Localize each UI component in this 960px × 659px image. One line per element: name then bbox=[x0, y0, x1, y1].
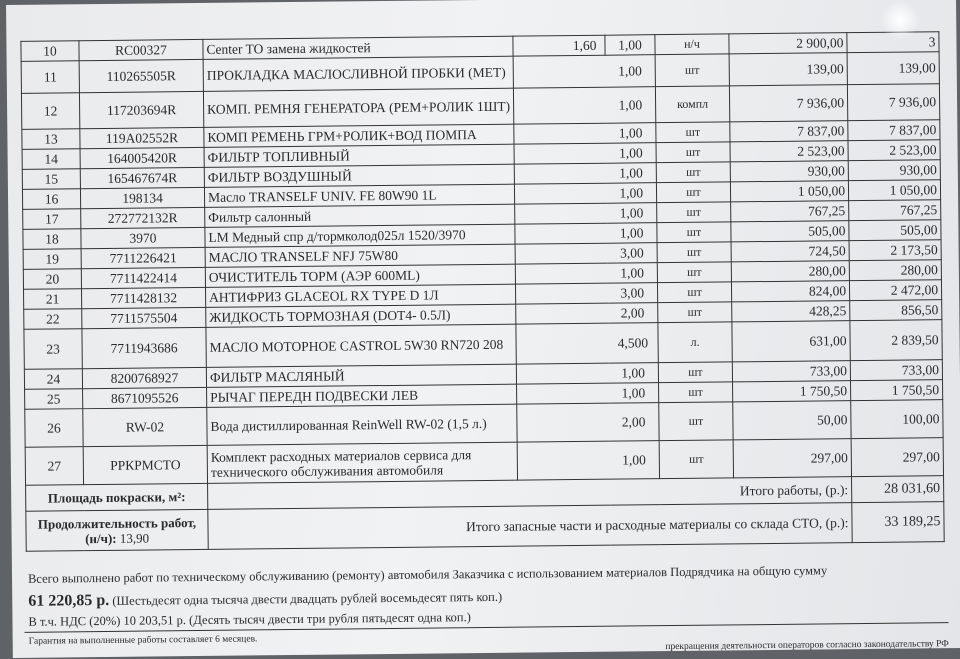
part-code: 164005420R bbox=[80, 147, 204, 168]
spacer-cell bbox=[513, 55, 605, 88]
invoice-table bbox=[20, 31, 944, 552]
spacer-cell bbox=[516, 303, 608, 324]
spacer-cell bbox=[517, 383, 609, 404]
unit: шт bbox=[656, 182, 730, 203]
unit-price: 2 900,00 bbox=[729, 33, 847, 54]
row-number: 23 bbox=[24, 329, 82, 370]
item-name: ЖИДКОСТЬ ТОРМОЗНАЯ (DOT4- 0.5Л) bbox=[206, 304, 516, 327]
unit-price: 1 050,00 bbox=[730, 181, 848, 202]
unit-price: 733,00 bbox=[732, 361, 850, 382]
spacer-cell bbox=[515, 203, 607, 224]
summary-row-parts bbox=[26, 502, 944, 552]
quantity: 4,500 bbox=[608, 323, 658, 364]
quantity: 1,00 bbox=[605, 35, 655, 56]
row-number: 14 bbox=[22, 149, 80, 170]
line-sum: 2 839,50 bbox=[850, 320, 942, 361]
line-sum: 930,00 bbox=[848, 160, 940, 181]
part-code: 8671095526 bbox=[83, 387, 207, 408]
part-code: 198134 bbox=[80, 187, 204, 208]
line-sum: 280,00 bbox=[849, 260, 941, 281]
quantity: 1,00 bbox=[606, 123, 656, 144]
part-code: 110265505R bbox=[79, 59, 203, 92]
row-number: 13 bbox=[22, 129, 80, 150]
unit: компл bbox=[655, 86, 729, 123]
row-number: 15 bbox=[22, 169, 80, 190]
unit: шт bbox=[656, 162, 730, 183]
total-words: (Шестьдесят одна тысяча двести двадцать рублей восемьдесят пять коп.) bbox=[112, 589, 503, 608]
parts-total-value: 33 189,25 bbox=[852, 502, 944, 543]
line-sum: 100,00 bbox=[851, 400, 943, 439]
row-number: 19 bbox=[23, 249, 81, 270]
quantity: 1,00 bbox=[609, 383, 659, 404]
unit: шт bbox=[657, 262, 731, 283]
total-amount: 61 220,85 р. bbox=[28, 591, 110, 610]
unit-price: 505,00 bbox=[731, 221, 849, 242]
part-code: 7711575504 bbox=[82, 307, 206, 328]
unit-price: 767,25 bbox=[731, 201, 849, 222]
part-code: 119A02552R bbox=[80, 127, 204, 148]
unit: шт bbox=[656, 142, 730, 163]
row-number: 24 bbox=[24, 369, 82, 390]
unit-price: 930,00 bbox=[730, 161, 848, 182]
duration-value: 13,90 bbox=[119, 530, 150, 546]
works-total-label: Итого работы, (р.): bbox=[208, 477, 852, 510]
quantity: 2,00 bbox=[609, 403, 659, 442]
paint-area-label: Площадь покраски, м²: bbox=[26, 483, 208, 511]
line-sum: 505,00 bbox=[849, 220, 941, 241]
part-code: 8200768927 bbox=[82, 367, 206, 388]
line-sum: 2 523,00 bbox=[848, 140, 940, 161]
quantity: 3,00 bbox=[607, 243, 657, 264]
part-code: 165467674R bbox=[80, 167, 204, 188]
quantity: 1,00 bbox=[606, 143, 656, 164]
item-name: Вода дистиллированная ReinWell RW-02 (1,5 л.) bbox=[207, 404, 517, 445]
part-code: RC00327 bbox=[79, 39, 203, 60]
line-sum: 856,50 bbox=[850, 300, 942, 321]
line-sum: 1 750,50 bbox=[851, 380, 943, 401]
row-number: 25 bbox=[25, 389, 83, 410]
unit: шт bbox=[659, 382, 733, 403]
row-number: 17 bbox=[23, 209, 81, 230]
summary-block bbox=[26, 476, 945, 552]
unit: шт bbox=[656, 122, 730, 143]
row-number: 18 bbox=[23, 229, 81, 250]
item-name: РЫЧАГ ПЕРЕДН ПОДВЕСКИ ЛЕВ bbox=[207, 384, 517, 407]
line-sum: 767,25 bbox=[849, 200, 941, 221]
part-code: 272772132R bbox=[81, 207, 205, 228]
quantity: 1,00 bbox=[609, 441, 659, 480]
item-name: ПРОКЛАДКА МАСЛОСЛИВНОЙ ПРОБКИ (МЕТ) bbox=[203, 56, 513, 91]
unit: шт bbox=[657, 242, 731, 263]
warranty-line: Гарантия на выполненные работы составляет 6 месяцев. bbox=[28, 634, 258, 647]
unit-price: 280,00 bbox=[731, 261, 849, 282]
row-number: 26 bbox=[25, 409, 83, 448]
unit-price: 297,00 bbox=[733, 439, 851, 478]
row-number: 11 bbox=[21, 61, 79, 94]
quantity: 3,00 bbox=[607, 283, 657, 304]
line-sum: 2 173,50 bbox=[849, 240, 941, 261]
row-number: 21 bbox=[24, 289, 82, 310]
line-sum: 297,00 bbox=[851, 438, 943, 477]
works-total-value: 28 031,60 bbox=[852, 476, 944, 503]
unit-price: 2 523,00 bbox=[730, 141, 848, 162]
line-sum: 7 837,00 bbox=[848, 120, 940, 141]
unit-price: 631,00 bbox=[732, 321, 850, 362]
line-sum: 7 936,00 bbox=[847, 84, 939, 121]
unit: шт bbox=[655, 54, 729, 87]
row-number: 12 bbox=[21, 93, 79, 130]
row-number: 22 bbox=[24, 309, 82, 330]
quantity: 1,00 bbox=[607, 263, 657, 284]
unit-price: 7 837,00 bbox=[730, 121, 848, 142]
item-name: ФИЛЬТР ТОПЛИВНЫЙ bbox=[204, 144, 514, 167]
unit: шт bbox=[657, 282, 731, 303]
item-name: ФИЛЬТР ВОЗДУШНЫЙ bbox=[204, 164, 514, 187]
line-sum: 3 bbox=[847, 32, 939, 53]
invoice-rows bbox=[21, 32, 944, 486]
hours: 1,60 bbox=[513, 35, 605, 56]
part-code: 7711428132 bbox=[82, 287, 206, 308]
unit: шт bbox=[657, 202, 731, 223]
duration-label: Продолжительность работ, (н/ч): bbox=[37, 514, 197, 546]
part-code: 117203694R bbox=[79, 91, 203, 128]
unit: шт bbox=[657, 222, 731, 243]
row-number: 27 bbox=[25, 447, 83, 486]
quantity: 2,00 bbox=[608, 303, 658, 324]
part-code: РРКРМСТО bbox=[83, 445, 207, 484]
spacer-cell bbox=[514, 183, 606, 204]
unit: л. bbox=[658, 322, 732, 363]
item-name: Center TO замена жидкостей bbox=[203, 36, 513, 59]
line-sum: 1 050,00 bbox=[848, 180, 940, 201]
item-name: ФИЛЬТР МАСЛЯНЫЙ bbox=[206, 364, 516, 387]
part-code: RW-02 bbox=[83, 407, 207, 446]
unit-price: 139,00 bbox=[729, 53, 847, 86]
item-name: КОМП РЕМЕНЬ ГРМ+РОЛИК+ВОД ПОМПА bbox=[204, 124, 514, 147]
part-code: 7711226421 bbox=[81, 247, 205, 268]
spacer-cell bbox=[516, 323, 608, 364]
unit: шт bbox=[658, 302, 732, 323]
duration-cell bbox=[26, 509, 208, 551]
spacer-cell bbox=[513, 87, 605, 124]
light-glare bbox=[880, 0, 920, 40]
line-sum: 733,00 bbox=[850, 360, 942, 381]
spacer-cell bbox=[514, 163, 606, 184]
item-name: МАСЛО TRANSELF NFJ 75W80 bbox=[205, 244, 515, 267]
part-code: 3970 bbox=[81, 227, 205, 248]
row-number: 10 bbox=[21, 41, 79, 62]
spacer-cell bbox=[516, 363, 608, 384]
item-name: Фильтр салонный bbox=[205, 204, 515, 227]
spacer-cell bbox=[517, 441, 609, 480]
vat-line: В т.ч. НДС (20%) 10 203,51 р. (Десять тысяч двести три рубля пятьдесят одна коп.) bbox=[28, 610, 471, 629]
quantity: 1,00 bbox=[606, 183, 656, 204]
footer-line1: Всего выполнено работ по техническому обслуживанию (ремонту) автомобиля Заказчика с использованием материалов Подрядчика на общую сумму bbox=[27, 563, 828, 586]
unit: н/ч bbox=[655, 34, 729, 55]
quantity: 1,00 bbox=[605, 87, 655, 124]
unit-price: 7 936,00 bbox=[729, 85, 847, 122]
spacer-cell bbox=[517, 403, 609, 442]
line-sum: 2 472,00 bbox=[849, 280, 941, 301]
unit-price: 50,00 bbox=[733, 401, 851, 440]
spacer-cell bbox=[515, 223, 607, 244]
unit: шт bbox=[659, 402, 733, 441]
quantity: 1,00 bbox=[605, 55, 655, 88]
row-number: 16 bbox=[22, 189, 80, 210]
quantity: 1,00 bbox=[606, 163, 656, 184]
spacer-cell bbox=[514, 143, 606, 164]
unit-price: 1 750,50 bbox=[733, 381, 851, 402]
spacer-cell bbox=[514, 123, 606, 144]
item-name: Масло TRANSELF UNIV. FE 80W90 1L bbox=[204, 184, 514, 207]
quantity: 1,00 bbox=[607, 223, 657, 244]
item-name: LM Медный спр д/тормколод025л 1520/3970 bbox=[205, 224, 515, 247]
unit: шт bbox=[659, 440, 733, 479]
unit: шт bbox=[658, 362, 732, 383]
unit-price: 724,50 bbox=[731, 241, 849, 262]
item-name: Комплект расходных материалов сервиса для технического обслуживания автомобиля bbox=[207, 442, 517, 483]
spacer-cell bbox=[515, 243, 607, 264]
spacer-cell bbox=[515, 263, 607, 284]
part-code: 7711422414 bbox=[81, 267, 205, 288]
invoice-sheet bbox=[6, 0, 960, 658]
item-name: АНТИФРИЗ GLACEOL RX TYPE D 1Л bbox=[205, 284, 515, 307]
item-name: МАСЛО МОТОРНОЕ CASTROL 5W30 RN720 208 bbox=[206, 324, 516, 367]
unit-price: 824,00 bbox=[731, 281, 849, 302]
parts-total-label: Итого запасные части и расходные материалы со склада СТО, (р.): bbox=[208, 503, 852, 550]
quantity: 1,00 bbox=[608, 363, 658, 384]
part-code: 7711943686 bbox=[82, 327, 206, 368]
unit-price: 428,25 bbox=[732, 301, 850, 322]
spacer-cell bbox=[515, 283, 607, 304]
row-number: 20 bbox=[23, 269, 81, 290]
line-sum: 139,00 bbox=[847, 52, 939, 85]
quantity: 1,00 bbox=[607, 203, 657, 224]
item-name: КОМП. РЕМНЯ ГЕНЕРАТОРА (РЕМ+РОЛИК 1ШТ) bbox=[203, 88, 513, 127]
bottom-cut-line: прекращения деятельности операторов согласно законодательству РФ bbox=[665, 639, 949, 653]
item-name: ОЧИСТИТЕЛЬ ТОРМ (АЭР 600ML) bbox=[205, 264, 515, 287]
